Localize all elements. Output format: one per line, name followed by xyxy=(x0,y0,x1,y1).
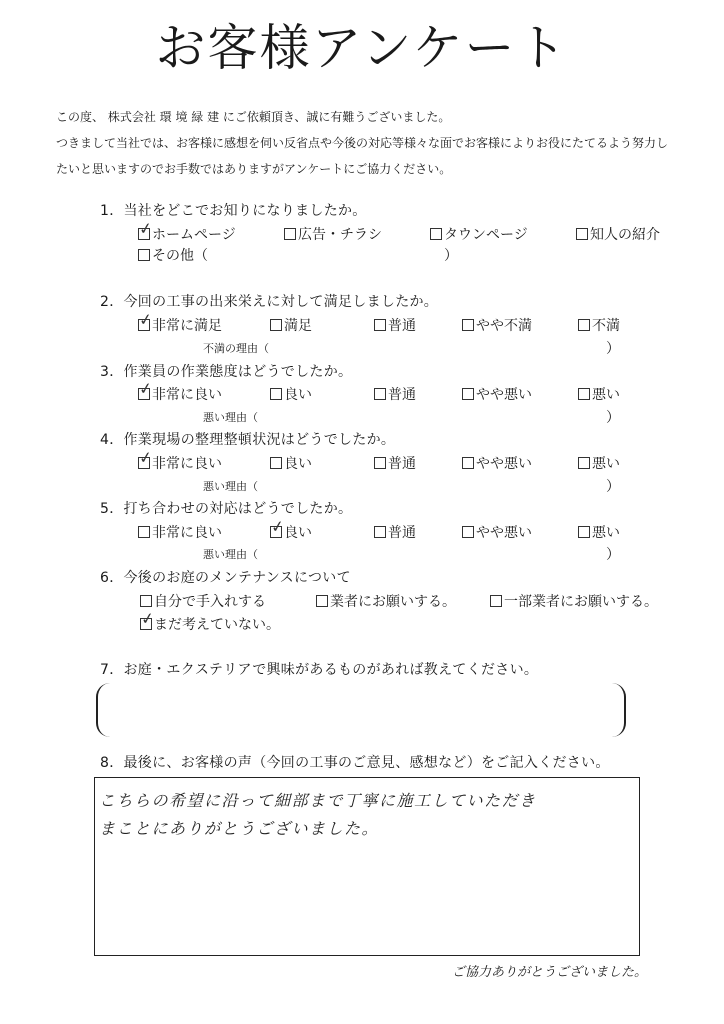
q4-option-5[interactable] xyxy=(578,454,620,474)
checkmark-icon: ✓ xyxy=(137,309,154,330)
q3-option-2[interactable] xyxy=(270,385,312,405)
q4-reason-label: 悪い理由（ xyxy=(203,480,258,493)
q4-option-4[interactable] xyxy=(462,454,532,474)
checkmark-icon: ✓ xyxy=(137,378,154,399)
checkmark-icon: ✓ xyxy=(269,516,286,537)
option-label: 非常に良い xyxy=(152,387,222,403)
checkbox-icon[interactable] xyxy=(430,228,442,240)
option-label: 自分で手入れする xyxy=(154,594,266,610)
question-3-label: 3．作業員の作業態度はどうでしたか。 xyxy=(100,364,353,380)
q1-option-ad[interactable] xyxy=(284,225,382,245)
checkbox-icon[interactable] xyxy=(578,388,590,400)
q5-option-2[interactable] xyxy=(269,516,312,543)
question-1-label: 1．当社をどこでお知りになりましたか。 xyxy=(100,203,367,219)
page-title: お客様アンケート xyxy=(155,19,569,77)
checkbox-icon[interactable] xyxy=(374,388,386,400)
q1-other-close: ） xyxy=(444,248,458,264)
option-label: 悪い xyxy=(592,456,620,472)
option-label: 普通 xyxy=(388,456,416,472)
question-5-label: 5．打ち合わせの対応はどうでしたか。 xyxy=(100,501,353,517)
q4-option-3[interactable] xyxy=(374,454,416,474)
checkbox-icon[interactable] xyxy=(578,457,590,469)
q5-option-5[interactable] xyxy=(578,523,620,543)
q2-reason-close: ） xyxy=(606,341,620,357)
handwritten-comment-line-1: こちらの希望に沿って細部まで丁寧に施工していただき xyxy=(99,791,537,810)
q2-option-2[interactable] xyxy=(270,316,312,336)
checkbox-icon[interactable] xyxy=(270,319,282,331)
option-label: 非常に良い xyxy=(152,456,222,472)
checkmark-icon: ✓ xyxy=(139,608,156,629)
q3-option-4[interactable] xyxy=(462,385,532,405)
option-label: 非常に満足 xyxy=(152,318,222,334)
q2-reason-label: 不満の理由（ xyxy=(203,342,269,355)
checkbox-icon[interactable] xyxy=(138,526,150,538)
option-label: 知人の紹介 xyxy=(590,227,660,243)
option-label: 良い xyxy=(284,456,312,472)
checkbox-icon[interactable] xyxy=(462,319,474,331)
q2-option-5[interactable] xyxy=(578,316,620,336)
checkbox-icon[interactable] xyxy=(576,228,588,240)
intro-line-3: たいと思いますのでお手数ではありますがアンケートにご協力ください。 xyxy=(56,162,452,176)
option-label: 業者にお願いする。 xyxy=(330,594,456,610)
option-label: 良い xyxy=(284,525,312,541)
option-label: 悪い xyxy=(592,387,620,403)
question-7-label: 7．お庭・エクステリアで興味があるものがあれば教えてください。 xyxy=(100,662,539,678)
q1-option-other[interactable] xyxy=(138,246,208,266)
q3-option-3[interactable] xyxy=(374,385,416,405)
q6-option-4[interactable] xyxy=(139,608,280,635)
q6-option-2[interactable] xyxy=(316,592,456,612)
checkbox-icon[interactable] xyxy=(140,595,152,607)
option-label: その他（ xyxy=(152,248,208,264)
option-label: 悪い xyxy=(592,525,620,541)
option-label: タウンページ xyxy=(444,227,528,243)
checkmark-icon: ✓ xyxy=(137,218,154,239)
q3-option-5[interactable] xyxy=(578,385,620,405)
checkbox-icon[interactable] xyxy=(462,457,474,469)
q4-reason-close: ） xyxy=(606,479,620,495)
q6-option-3[interactable] xyxy=(490,592,658,612)
option-label: 普通 xyxy=(388,387,416,403)
question-4-label: 4．作業現場の整理整頓状況はどうでしたか。 xyxy=(100,432,396,448)
option-label: 非常に良い xyxy=(152,525,222,541)
q5-reason-label: 悪い理由（ xyxy=(203,548,258,561)
option-label: まだ考えていない。 xyxy=(154,617,280,633)
q4-option-1[interactable] xyxy=(137,447,222,474)
q2-option-3[interactable] xyxy=(374,316,416,336)
q2-option-4[interactable] xyxy=(462,316,532,336)
q7-answer-box[interactable] xyxy=(96,683,626,737)
q1-option-referral[interactable] xyxy=(576,225,660,245)
option-label: ホームページ xyxy=(152,227,236,243)
intro-line-2: つきまして当社では、お客様に感想を伺い反省点や今後の対応等様々な面でお客様によりお役にたてるよう努力し xyxy=(56,136,669,150)
q5-option-3[interactable] xyxy=(374,523,416,543)
intro-line-1: この度、 株式会社 環 境 緑 建 にご依頼頂き、誠に有難うございました。 xyxy=(56,110,451,124)
option-label: やや悪い xyxy=(476,387,532,403)
question-2-label: 2．今回の工事の出来栄えに対して満足しましたか。 xyxy=(100,294,439,310)
checkbox-icon[interactable] xyxy=(490,595,502,607)
option-label: 良い xyxy=(284,387,312,403)
q3-reason-close: ） xyxy=(606,410,620,426)
handwritten-comment-line-2: まことにありがとうございました。 xyxy=(99,819,380,838)
checkbox-icon[interactable] xyxy=(462,388,474,400)
checkbox-icon[interactable] xyxy=(374,457,386,469)
option-label: 広告・チラシ xyxy=(298,227,382,243)
intro-paragraph xyxy=(56,104,696,182)
q5-reason-close: ） xyxy=(606,547,620,563)
thank-you-footer: ご協力ありがとうございました。 xyxy=(452,965,648,980)
checkbox-icon[interactable] xyxy=(374,526,386,538)
option-label: 普通 xyxy=(388,318,416,334)
q5-option-1[interactable] xyxy=(138,523,222,543)
option-label: やや悪い xyxy=(476,525,532,541)
checkbox-icon[interactable] xyxy=(138,249,150,261)
option-label: 一部業者にお願いする。 xyxy=(504,594,658,610)
q1-option-homepage[interactable] xyxy=(137,218,236,245)
q3-reason-label: 悪い理由（ xyxy=(203,411,258,424)
option-label: やや悪い xyxy=(476,456,532,472)
checkbox-icon[interactable] xyxy=(462,526,474,538)
q1-option-townpage[interactable] xyxy=(430,225,528,245)
question-8-label: 8．最後に、お客様の声（今回の工事のご意見、感想など）をご記入ください。 xyxy=(100,755,610,771)
q4-option-2[interactable] xyxy=(270,454,312,474)
question-6-label: 6．今後のお庭のメンテナンスについて xyxy=(100,570,351,586)
checkbox-icon[interactable] xyxy=(578,319,590,331)
checkbox-icon[interactable] xyxy=(270,457,282,469)
option-label: 不満 xyxy=(592,318,620,334)
q5-option-4[interactable] xyxy=(462,523,532,543)
q3-option-1[interactable] xyxy=(137,378,222,405)
q2-option-1[interactable] xyxy=(137,309,222,336)
checkbox-icon[interactable] xyxy=(316,595,328,607)
checkbox-icon[interactable] xyxy=(374,319,386,331)
checkbox-icon[interactable] xyxy=(284,228,296,240)
option-label: やや不満 xyxy=(476,318,532,334)
q6-option-1[interactable] xyxy=(140,592,266,612)
option-label: 満足 xyxy=(284,318,312,334)
checkbox-icon[interactable] xyxy=(578,526,590,538)
checkbox-icon[interactable] xyxy=(270,388,282,400)
checkmark-icon: ✓ xyxy=(137,447,154,468)
q8-comment-box[interactable] xyxy=(94,777,640,956)
option-label: 普通 xyxy=(388,525,416,541)
